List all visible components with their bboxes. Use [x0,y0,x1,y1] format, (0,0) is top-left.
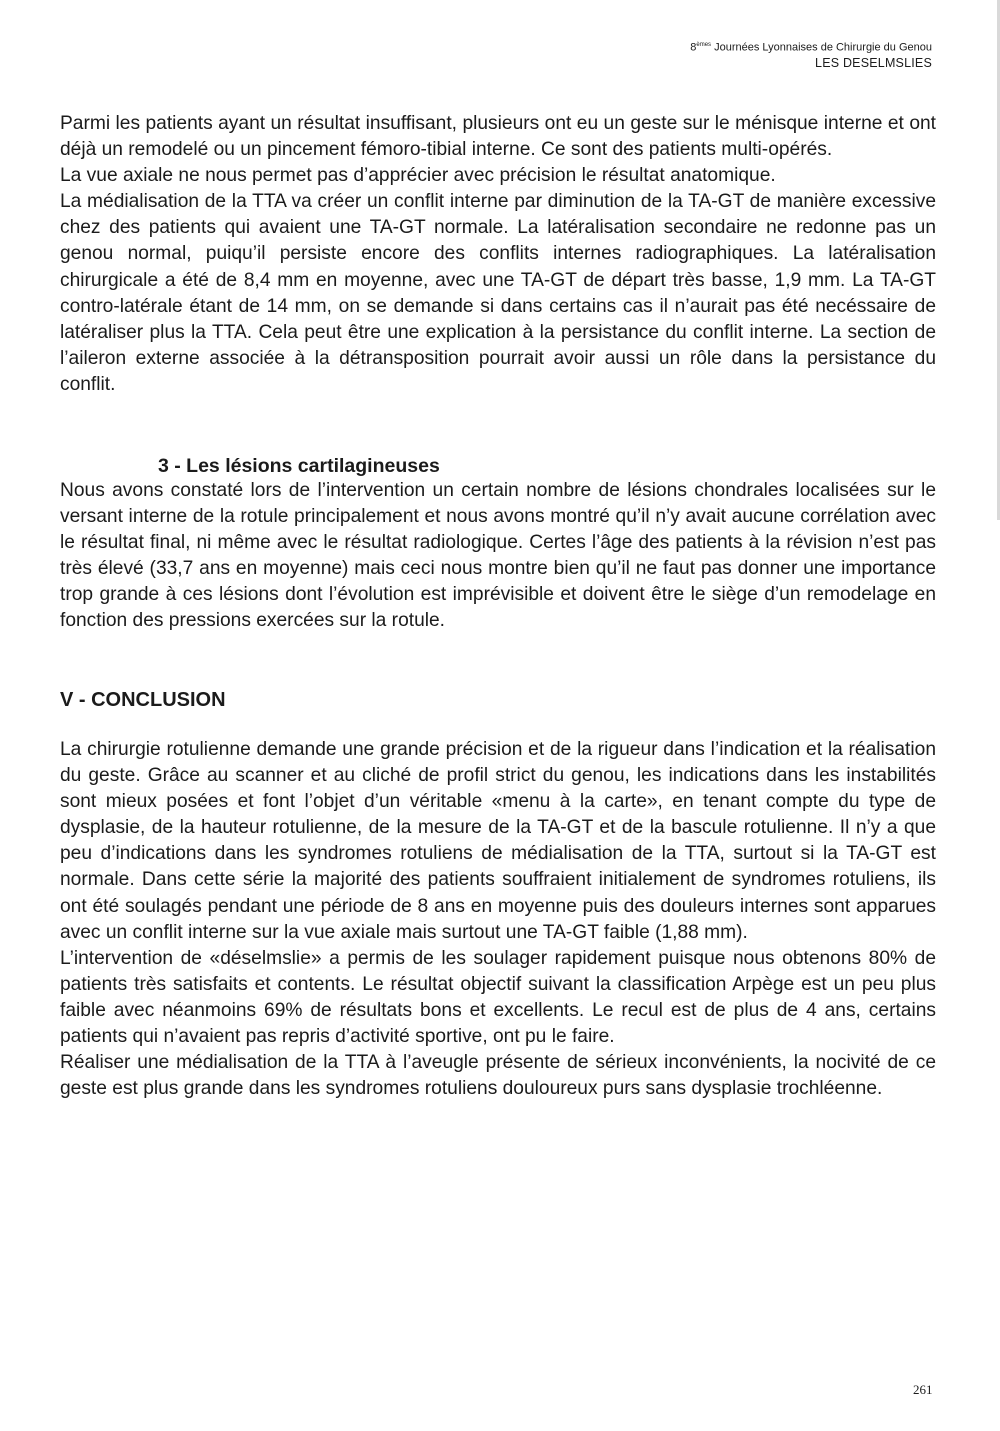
conference-ordinal-suffix: èmes [696,42,712,48]
lesions-text [60,478,936,635]
conference-name [690,38,932,56]
paragraph: Parmi les patients ayant un résultat insuffisant, plusieurs ont eu un geste sur le ménisque interne et ont déjà un remodelé ou un pincement fémoro-tibial interne. Ce sont des patients multi-opérés. [60,113,936,161]
conclusion-text [60,737,936,1102]
conference-ordinal: 8 [690,41,697,54]
paragraph: Réaliser une médialisation de la TTA à l’aveugle présente de sérieux inconvénients, la nocivité de ce geste est plus grande dans les syndromes rotuliens douloureux purs sans dysplasie trochléenne. [60,1052,936,1100]
paragraph: La chirurgie rotulienne demande une grande précision et de la rigueur dans l’indication et la réalisation du geste. Grâce au scanner et au cliché de profil strict du genou, les indications dans les instabilités sont mieux posées et font l’objet d’un véritable «menu à la carte», en tenant compte du type de dysplasie, de la hauteur rotulienne, de la mesure de la TA-GT et de la bascule rotulienne. Il n’y a que peu d’indications dans les syndromes rotuliens de médialisation de la TTA, surtout si la TA-GT est normale. Dans cette série la majorité des patients souffraient initialement de syndromes rotuliens, ils ont été soulagés pendant une période de 8 ans en moyenne puis des douleurs internes sont apparues avec un conflit interne sur la vue axiale mais surtout une TA-GT faible (1,88 mm). [60,739,936,943]
section-title-conclusion: V - CONCLUSION [60,689,226,711]
running-title: LES DESELMSLIES [815,55,932,70]
running-head [690,38,932,71]
paragraph: Nous avons constaté lors de l’intervention un certain nombre de lésions chondrales localisées sur le versant interne de la rotule principalement et nous avons montré qu’il n’y avait aucune corrélation avec le résultat final, ni même avec le résultat radiologique. Certes l’âge des patients à la révision n’est pas très élevé (33,7 ans en moyenne) mais ceci nous montre bien qu’il ne faut pas donner une importance trop grande à ces lésions dont l’évolution est imprévisible et doivent être le siège d’un remodelage en fonction des pressions exercées sur la rotule. [60,480,936,632]
page-number: 261 [913,1382,933,1397]
paragraph: La vue axiale ne nous permet pas d’apprécier avec précision le résultat anatomique. [60,165,776,187]
subheading-cartilage-lesions: 3 - Les lésions cartilagineuses [158,455,440,477]
paragraph: La médialisation de la TTA va créer un conflit interne par diminution de la TA-GT de manière excessive chez des patients qui avaient une TA-GT normale. La latéralisation secondaire ne redonne pas un genou normal, puiqu’il persiste encore des conflits internes radiographiques. La latéralisation chirurgicale a été de 8,4 mm en moyenne, avec une TA-GT de départ très basse, 1,9 mm. La TA-GT contro-latérale étant de 14 mm, on se demande si dans certains cas il n’aurait pas été necéssaire de latéraliser plus la TTA. Cela peut être une explication à la persistance du conflit interne. La section de l’aileron externe associée à la détransposition pourrait avoir aussi un rôle dans la persistance du conflit. [60,191,936,395]
conference-title: Journées Lyonnaises de Chirurgie du Genou [714,41,932,54]
discussion-text [60,111,936,398]
paragraph: L’intervention de «déselmslie» a permis de les soulager rapidement puisque nous obtenons 80% de patients très satisfaits et contents. Le résultat objectif suivant la classification Arpège est un peu plus faible avec néanmoins 69% de résultats bons et excellents. Le recul est de plus de 4 ans, certains patients qui n’avaient pas repris d’activité sportive, ont pu le faire. [60,947,936,1048]
